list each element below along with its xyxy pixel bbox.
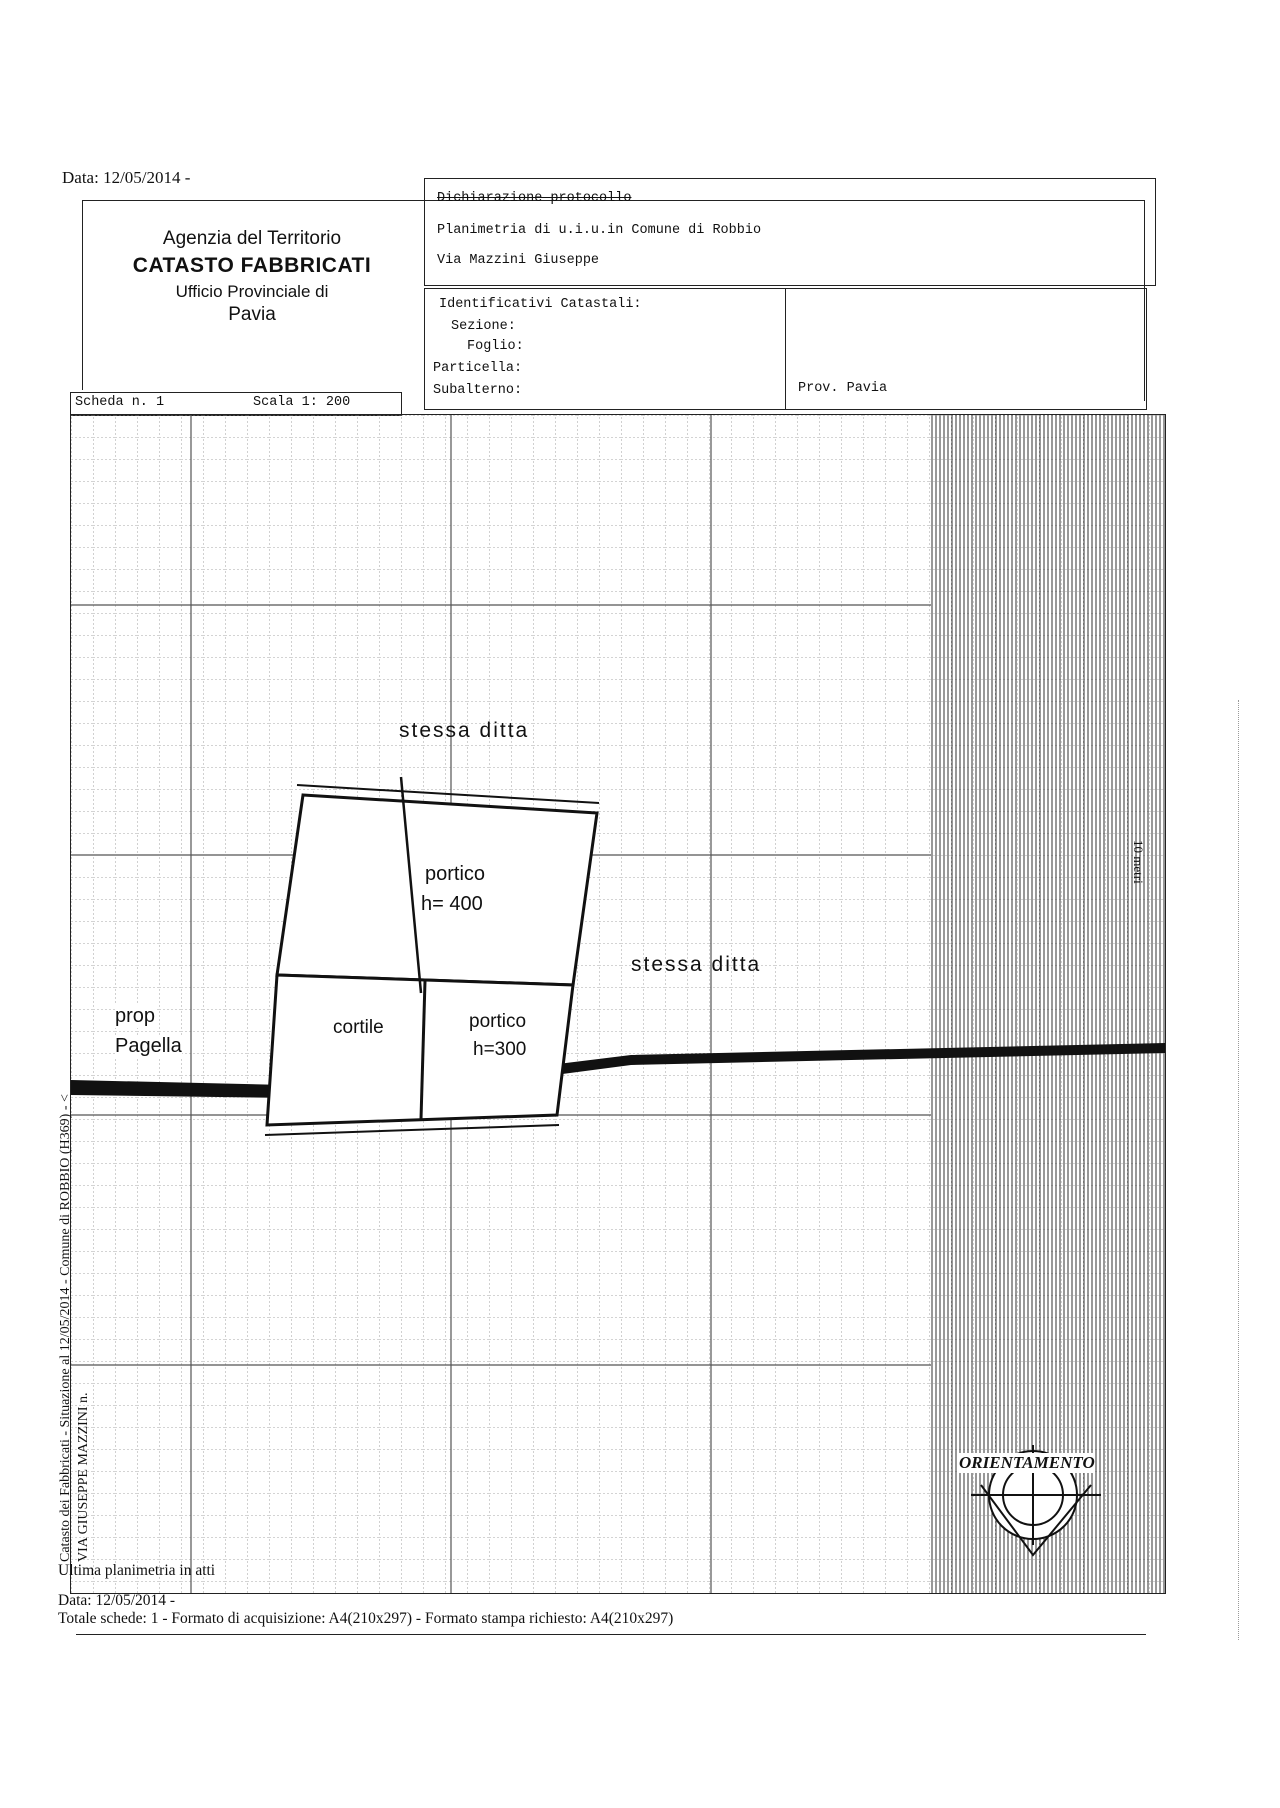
portico-upper-height: h= 400	[421, 893, 483, 915]
scheda-box	[70, 392, 402, 416]
sezione-label: Sezione:	[451, 319, 516, 334]
planimetria-text: Planimetria di u.i.u.in Comune di Robbio	[437, 223, 762, 238]
stessa-ditta-right: stessa ditta	[631, 953, 762, 976]
footer-totale: Totale schede: 1 - Formato di acquisizione: A4(210x297) - Formato stampa richiesto: A4(210x297)	[58, 1610, 674, 1627]
floor-plan-drawing	[70, 414, 1166, 1594]
orientamento-label: ORIENTAMENTO	[959, 1453, 1095, 1472]
header-date: Data: 12/05/2014 -	[62, 168, 191, 187]
cortile-label: cortile	[333, 1017, 384, 1038]
scheda-label: Scheda n. 1	[75, 395, 165, 410]
province-box	[784, 288, 1147, 410]
scala-label: Scala 1: 200	[253, 395, 351, 410]
building-outline	[265, 777, 599, 1135]
right-dotted-rule	[1238, 700, 1240, 1640]
side-via-text: VIA GIUSEPPE MAZZINI n.	[76, 1392, 91, 1562]
portico-lower-height: h=300	[473, 1039, 527, 1060]
side-catasto-text: Catasto dei Fabbricati - Situazione al 12/05/2014 - Comune di ROBBIO (H369) - <	[58, 1094, 73, 1562]
identificativi-label: Identificativi Catastali:	[439, 297, 642, 312]
portico-lower-label: portico	[469, 1011, 527, 1032]
ufficio-provinciale: Ufficio Provinciale di	[175, 282, 329, 301]
province-name: Pavia	[228, 304, 276, 325]
portico-upper-label: portico	[425, 863, 486, 885]
subalterno-label: Subalterno:	[433, 383, 523, 398]
particella-label: Particella:	[433, 361, 523, 376]
via-text: Via Mazzini Giuseppe	[437, 253, 600, 268]
footer-ultima: Ultima planimetria in atti	[58, 1562, 216, 1579]
hatched-area	[931, 415, 1165, 1593]
identificativi-box	[424, 288, 786, 410]
footer-rule	[76, 1634, 1146, 1635]
prop-label: prop	[115, 1005, 156, 1027]
prov-label: Prov. Pavia	[798, 381, 888, 396]
agency-title	[82, 228, 422, 326]
agency-name: Agenzia del Territorio	[162, 228, 342, 249]
dichiarazione-protocollo: Dichiarazione protocollo	[437, 191, 632, 206]
stessa-ditta-top: stessa ditta	[399, 719, 530, 742]
scale-label: 10 metri	[1131, 840, 1146, 884]
floor-plan-svg	[71, 415, 1165, 1593]
pagella-label: Pagella	[115, 1035, 182, 1057]
foglio-label: Foglio:	[467, 339, 524, 354]
catasto-fabbricati: CATASTO FABBRICATI	[132, 254, 372, 277]
declaration-box	[424, 178, 1156, 286]
footer-date: Data: 12/05/2014 -	[58, 1592, 176, 1609]
